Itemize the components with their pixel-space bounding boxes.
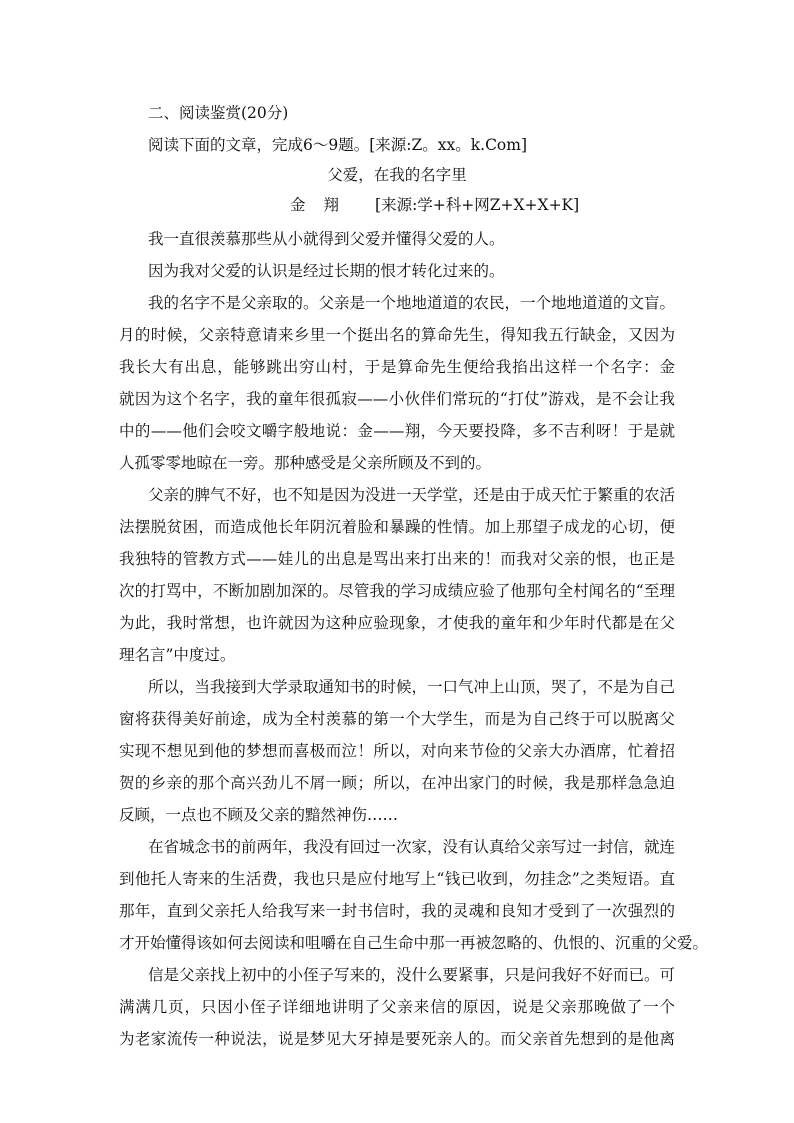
paragraph-line: 才开始懂得该如何去阅读和咀嚼在自己生命中那一再被忽略的、仇恨的、沉重的父爱。 <box>119 934 709 952</box>
paragraph-line: 理名言”中度过。 <box>119 646 236 664</box>
article-author: 金翔 <box>290 196 358 214</box>
article-byline <box>290 195 579 215</box>
paragraph-line: 信是父亲找上初中的小侄子写来的，没什么要紧事，只是问我好不好而已。可 <box>148 966 675 984</box>
paragraph-line: 月的时候，父亲特意请来乡里一个挺出名的算命先生，得知我五行缺金，又因为 <box>119 326 675 344</box>
paragraph-line: 因为我对父爱的认识是经过长期的恨才转化过来的。 <box>148 262 505 280</box>
paragraph-line: 到他托人寄来的生活费，我也只是应付地写上“钱已收到，勿挂念”之类短语。直 <box>119 870 675 888</box>
section-heading: 二、阅读鉴赏(20分) <box>148 104 289 122</box>
paragraph-line: 父亲的脾气不好，也不知是因为没进一天学堂，还是由于成天忙于繁重的农活 <box>148 486 675 504</box>
paragraph-line: 在省城念书的前两年，我没有回过一次家，没有认真给父亲写过一封信，就连 <box>148 838 675 856</box>
paragraph-line: 窗将获得美好前途，成为全村羡慕的第一个大学生，而是为自己终于可以脱离父 <box>119 710 675 728</box>
paragraph-line: 那年，直到父亲托人给我写来一封书信时，我的灵魂和良知才受到了一次强烈的 <box>119 902 675 920</box>
paragraph-line: 反顾，一点也不顾及父亲的黯然神伤…… <box>119 806 399 824</box>
reading-instruction: 阅读下面的文章，完成6～9题。[来源:Z。xx。k.Com] <box>148 136 528 154</box>
paragraph-line: 我一直很羡慕那些从小就得到父爱并懂得父爱的人。 <box>148 230 505 248</box>
paragraph-line: 中的——他们会咬文嚼字般地说：金——翔，今天要投降，多不吉利呀！于是就 <box>119 422 675 440</box>
paragraph-line: 我独特的管教方式——娃儿的出息是骂出来打出来的！而我对父亲的恨，也正是 <box>119 550 675 568</box>
paragraph-line: 为此，我时常想，也许就因为这种应验现象，才使我的童年和少年时代都是在父 <box>119 614 675 632</box>
paragraph-line: 就因为这个名字，我的童年很孤寂——小伙伴们常玩的“打仗”游戏，是不会让我 <box>119 390 675 408</box>
paragraph-line: 法摆脱贫困，而造成他长年阴沉着脸和暴躁的性情。加上那望子成龙的心切，便 <box>119 518 675 536</box>
article-title: 父爱，在我的名字里 <box>327 166 467 184</box>
article-author-source: [来源:学+科+网Z+X+X+K] <box>375 196 580 214</box>
paragraph-line: 人孤零零地晾在一旁。那种感受是父亲所顾及不到的。 <box>119 454 492 472</box>
paragraph-line: 满满几页，只因小侄子详细地讲明了父亲来信的原因，说是父亲那晚做了一个 <box>119 998 675 1016</box>
paragraph-line: 贺的乡亲的那个高兴劲儿不屑一顾；所以，在冲出家门的时候，我是那样急急迫 <box>119 774 675 792</box>
paragraph-line: 所以，当我接到大学录取通知书的时候，一口气冲上山顶，哭了，不是为自己 <box>148 678 675 696</box>
paragraph-line: 我长大有出息，能够跳出穷山村，于是算命先生便给我掐出这样一个名字：金 <box>119 358 675 376</box>
paragraph-line: 次的打骂中，不断加剧加深的。尽管我的学习成绩应验了他那句全村闻名的“至理 <box>119 582 675 600</box>
paragraph-line: 为老家流传一种说法，说是梦见大牙掉是要死亲人的。而父亲首先想到的是他离 <box>119 1030 675 1048</box>
paragraph-line: 我的名字不是父亲取的。父亲是一个地地道道的农民，一个地地道道的文盲。 <box>148 294 675 312</box>
paragraph-line: 实现不想见到他的梦想而喜极而泣！所以，对向来节俭的父亲大办酒席，忙着招 <box>119 742 675 760</box>
